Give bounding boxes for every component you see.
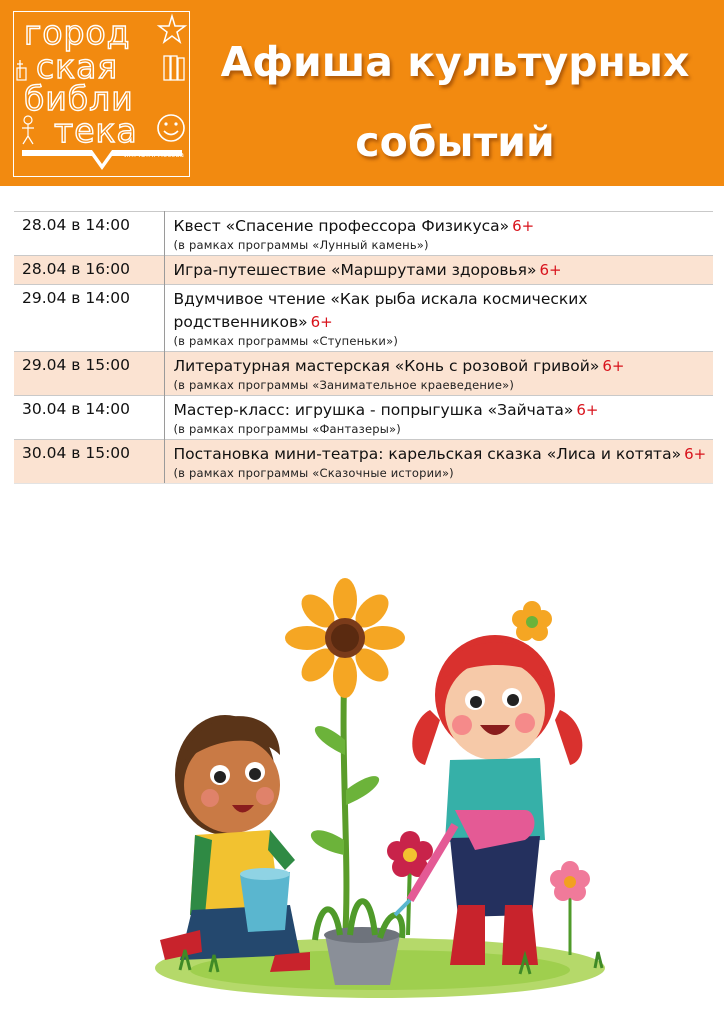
age-rating: 6+ [684, 445, 707, 463]
event-title-line [174, 288, 710, 334]
event-info [164, 285, 713, 352]
event-info [164, 440, 713, 484]
age-rating: 6+ [602, 357, 625, 375]
event-row [14, 396, 713, 440]
event-title-line [174, 443, 710, 466]
page-title-line-1: Афиша культурных [220, 38, 690, 86]
girl-figure [395, 601, 582, 965]
event-info [164, 396, 713, 440]
event-program: (в рамках программы «Лунный камень») [173, 238, 429, 252]
event-title: Литературная мастерская «Конь с розовой гривой» [173, 357, 600, 375]
event-title: Игра-путешествие «Маршрутами здоровья» [173, 261, 537, 279]
event-title: Постановка мини-театра: карельская сказка «Лиса и котята» [173, 445, 682, 463]
event-info [164, 256, 713, 285]
header-banner [0, 0, 724, 186]
event-row [14, 285, 713, 352]
page-title-line-2: событий [355, 118, 555, 166]
event-row [14, 256, 713, 285]
event-program: (в рамках программы «Ступеньки») [173, 334, 399, 348]
logo-line-3: библи [24, 79, 134, 118]
children-gardening-illustration [140, 560, 620, 1010]
logo-line-4: тека [54, 111, 138, 150]
event-program: (в рамках программы «Занимательное краеведение») [173, 378, 515, 392]
logo-name: им. Ю.Н. Носова [124, 151, 184, 159]
event-title-line [174, 355, 710, 378]
logo-line-1: город [24, 13, 131, 52]
event-title-line [174, 215, 710, 238]
library-logo [13, 11, 190, 177]
event-date: 29.04 в 15:00 [14, 352, 164, 396]
age-rating: 6+ [576, 401, 599, 419]
event-row [14, 440, 713, 484]
age-rating: 6+ [512, 217, 535, 235]
event-date: 30.04 в 15:00 [14, 440, 164, 484]
event-title: Вдумчивое чтение «Как рыба искала космических родственников» [173, 290, 588, 331]
event-info [164, 212, 713, 256]
event-date: 28.04 в 16:00 [14, 256, 164, 285]
events-table [14, 211, 713, 484]
event-title-line [174, 399, 710, 422]
event-date: 28.04 в 14:00 [14, 212, 164, 256]
age-rating: 6+ [310, 313, 333, 331]
event-program: (в рамках программы «Фантазеры») [173, 422, 401, 436]
logo-line-2: ская [36, 47, 119, 86]
event-title-line [174, 259, 710, 282]
event-date: 30.04 в 14:00 [14, 396, 164, 440]
event-date: 29.04 в 14:00 [14, 285, 164, 352]
event-title: Мастер-класс: игрушка - попрыгушка «Зайчата» [173, 401, 574, 419]
event-row [14, 212, 713, 256]
age-rating: 6+ [539, 261, 562, 279]
event-program: (в рамках программы «Сказочные истории») [173, 466, 454, 480]
event-title: Квест «Спасение профессора Физикуса» [173, 217, 510, 235]
event-info [164, 352, 713, 396]
event-row [14, 352, 713, 396]
boy-figure [160, 715, 310, 972]
